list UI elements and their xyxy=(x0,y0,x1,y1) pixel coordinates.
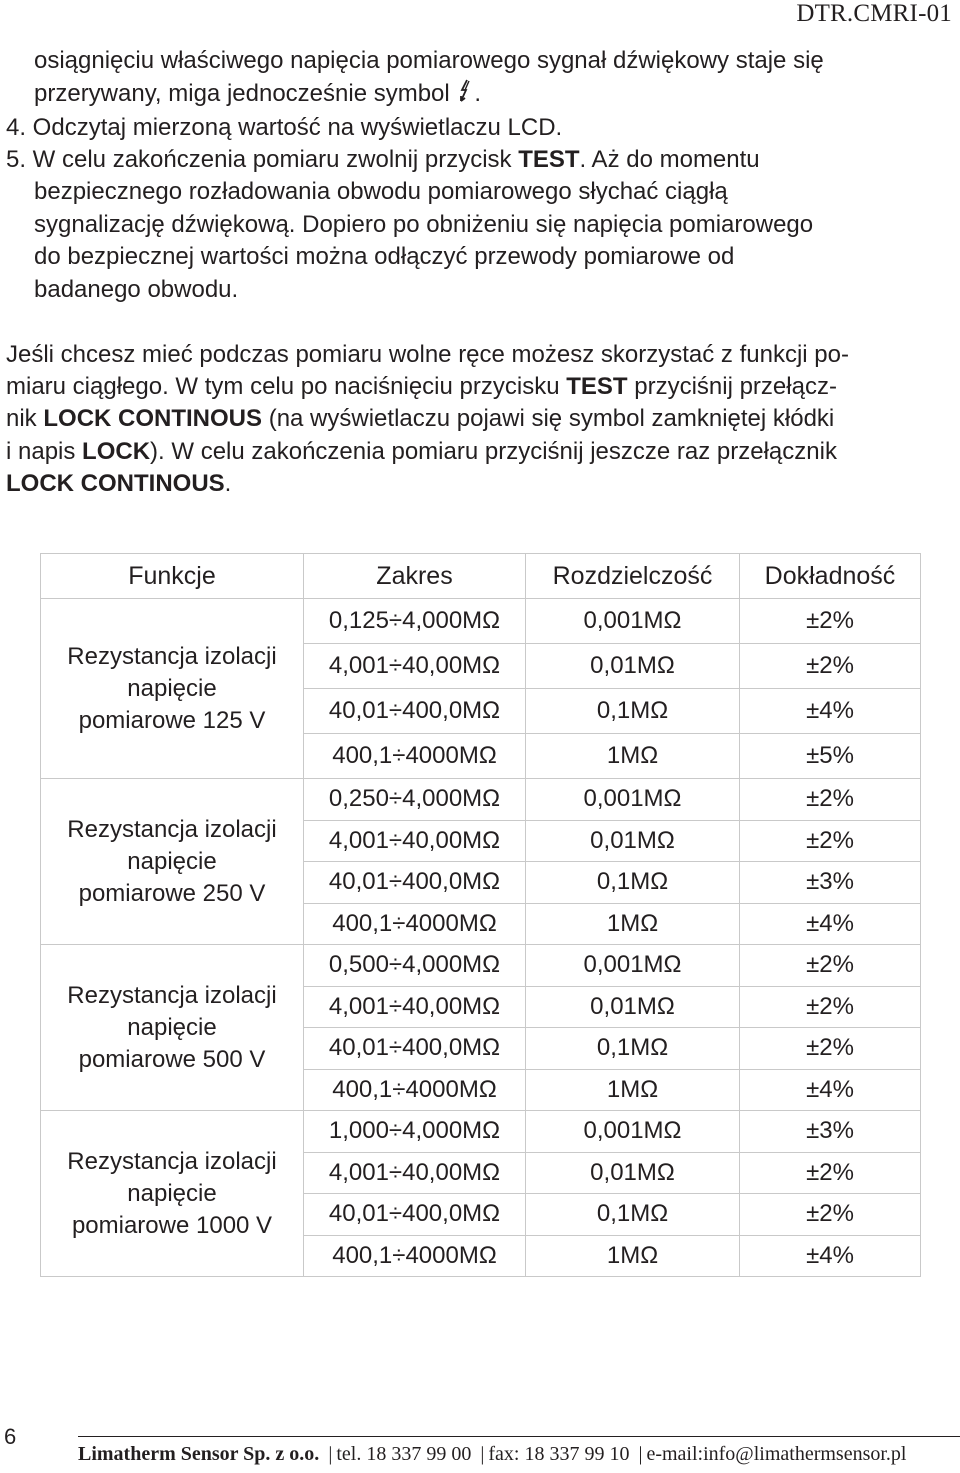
table-row xyxy=(41,779,921,821)
text-line xyxy=(34,45,824,77)
lock-label: LOCK xyxy=(82,438,151,465)
range-cell: 0,125÷4,000MΩ xyxy=(304,599,526,644)
text-run: ). W celu zakończenia pomiaru przyciśnij jeszcze raz przełącznik xyxy=(150,438,837,465)
range-cell: 400,1÷4000MΩ xyxy=(304,903,526,945)
lightning-voltage-icon xyxy=(458,79,474,103)
resolution-cell: 0,001MΩ xyxy=(526,1111,740,1153)
function-text: pomiarowe 250 V xyxy=(78,879,266,907)
accuracy-cell: ±4% xyxy=(740,1069,921,1111)
footer-separator: | xyxy=(328,1443,333,1465)
function-cell xyxy=(41,1111,304,1277)
text-line xyxy=(34,176,728,208)
function-text: napięcie xyxy=(127,674,217,702)
text-run: badanego obwodu. xyxy=(34,276,239,303)
function-cell xyxy=(41,779,304,945)
column-header-dokladnosc: Dokładność xyxy=(740,554,921,599)
text-run: . xyxy=(224,470,232,497)
list-item xyxy=(6,112,562,144)
text-run: Jeśli chcesz mieć podczas pomiaru wolne ręce możesz skorzystać z funkcji po- xyxy=(6,341,849,368)
lock-switch-label: LOCK CONTINOUS xyxy=(6,470,225,497)
range-cell: 4,001÷40,00MΩ xyxy=(304,820,526,862)
accuracy-cell: ±4% xyxy=(740,689,921,734)
text-line xyxy=(34,209,813,241)
resolution-cell: 0,01MΩ xyxy=(526,1152,740,1194)
text-line xyxy=(34,78,481,110)
column-header-zakres: Zakres xyxy=(304,554,526,599)
paragraph-line xyxy=(6,468,231,500)
function-text: Rezystancja izolacji xyxy=(67,1147,277,1175)
accuracy-cell: ±4% xyxy=(740,903,921,945)
range-cell: 40,01÷400,0MΩ xyxy=(304,862,526,904)
range-cell: 400,1÷4000MΩ xyxy=(304,1069,526,1111)
text-run: sygnalizację dźwiękową. Dopiero po obniżeniu się napięcia pomiarowego xyxy=(34,211,814,238)
text-run: osiągnięciu właściwego napięcia pomiarowego sygnał dźwiękowy staje się xyxy=(34,47,824,74)
paragraph-line xyxy=(6,403,834,435)
footer-tel: tel. 18 337 99 00 xyxy=(336,1443,472,1465)
footer-company: Limatherm Sensor Sp. z o.o. xyxy=(78,1443,320,1465)
resolution-cell: 0,001MΩ xyxy=(526,599,740,644)
text-run: . xyxy=(474,80,482,107)
text-run: i napis xyxy=(6,438,83,465)
table-row xyxy=(41,599,921,644)
footer xyxy=(78,1443,906,1466)
accuracy-cell: ±2% xyxy=(740,820,921,862)
table-row xyxy=(41,1111,921,1153)
resolution-cell: 0,1MΩ xyxy=(526,1028,740,1070)
paragraph-line xyxy=(6,339,849,371)
resolution-cell: 0,01MΩ xyxy=(526,820,740,862)
footer-separator: | xyxy=(480,1443,485,1465)
text-run: 4. Odczytaj mierzoną wartość na wyświetlaczu LCD. xyxy=(6,114,563,141)
paragraph-line xyxy=(6,371,837,403)
specification-table xyxy=(40,553,921,1277)
text-run: (na wyświetlaczu pojawi się symbol zamkniętej kłódki xyxy=(262,405,835,432)
accuracy-cell: ±2% xyxy=(740,1028,921,1070)
page-number: 6 xyxy=(4,1424,17,1449)
text-run: do bezpiecznej wartości można odłączyć przewody pomiarowe od xyxy=(34,243,735,270)
footer-divider xyxy=(78,1436,960,1437)
function-text: Rezystancja izolacji xyxy=(67,981,277,1009)
range-cell: 4,001÷40,00MΩ xyxy=(304,986,526,1028)
accuracy-cell: ±3% xyxy=(740,1111,921,1153)
range-cell: 40,01÷400,0MΩ xyxy=(304,689,526,734)
range-cell: 400,1÷4000MΩ xyxy=(304,734,526,779)
resolution-cell: 1MΩ xyxy=(526,1069,740,1111)
range-cell: 4,001÷40,00MΩ xyxy=(304,1152,526,1194)
table-row xyxy=(41,945,921,987)
function-text: pomiarowe 500 V xyxy=(78,1045,266,1073)
document-code: DTR.CMRI-01 xyxy=(796,0,952,27)
function-text: pomiarowe 125 V xyxy=(78,706,266,734)
footer-separator: | xyxy=(638,1443,643,1465)
paragraph-line xyxy=(6,436,837,468)
lock-switch-label: LOCK CONTINOUS xyxy=(43,405,263,432)
resolution-cell: 0,1MΩ xyxy=(526,689,740,734)
column-header-funkcje: Funkcje xyxy=(41,554,304,599)
accuracy-cell: ±2% xyxy=(740,644,921,689)
text-run: nik xyxy=(6,405,44,432)
function-cell xyxy=(41,945,304,1111)
accuracy-cell: ±2% xyxy=(740,599,921,644)
range-cell: 40,01÷400,0MΩ xyxy=(304,1028,526,1070)
resolution-cell: 0,001MΩ xyxy=(526,779,740,821)
range-cell: 1,000÷4,000MΩ xyxy=(304,1111,526,1153)
accuracy-cell: ±2% xyxy=(740,945,921,987)
list-item xyxy=(6,144,760,176)
accuracy-cell: ±3% xyxy=(740,862,921,904)
resolution-cell: 1MΩ xyxy=(526,903,740,945)
table-header-row xyxy=(41,554,921,599)
accuracy-cell: ±2% xyxy=(740,1152,921,1194)
text-run: przyciśnij przełącz- xyxy=(627,373,837,400)
function-text: Rezystancja izolacji xyxy=(67,815,277,843)
resolution-cell: 0,01MΩ xyxy=(526,644,740,689)
function-cell xyxy=(41,599,304,779)
text-line xyxy=(34,274,238,306)
range-cell: 0,250÷4,000MΩ xyxy=(304,779,526,821)
text-run: 5. W celu zakończenia pomiaru zwolnij przycisk xyxy=(6,146,519,173)
resolution-cell: 1MΩ xyxy=(526,1235,740,1277)
function-text: napięcie xyxy=(127,1013,217,1041)
footer-fax: fax: 18 337 99 10 xyxy=(488,1443,630,1465)
text-line xyxy=(34,241,734,273)
text-run: miaru ciągłego. W tym celu po naciśnięciu przycisku xyxy=(6,373,567,400)
text-run: przerywany, miga jednocześnie symbol xyxy=(34,80,450,107)
text-run: . Aż do momentu xyxy=(579,146,760,173)
accuracy-cell: ±2% xyxy=(740,1194,921,1236)
resolution-cell: 0,1MΩ xyxy=(526,1194,740,1236)
accuracy-cell: ±2% xyxy=(740,779,921,821)
accuracy-cell: ±2% xyxy=(740,986,921,1028)
function-text: napięcie xyxy=(127,847,217,875)
resolution-cell: 0,1MΩ xyxy=(526,862,740,904)
function-text: napięcie xyxy=(127,1179,217,1207)
column-header-rozdzielczosc: Rozdzielczość xyxy=(526,554,740,599)
footer-email: e-mail:info@limathermsensor.pl xyxy=(646,1443,907,1465)
resolution-cell: 1MΩ xyxy=(526,734,740,779)
resolution-cell: 0,01MΩ xyxy=(526,986,740,1028)
accuracy-cell: ±4% xyxy=(740,1235,921,1277)
text-run: bezpiecznego rozładowania obwodu pomiarowego słychać ciągłą xyxy=(34,178,728,205)
test-button-label: TEST xyxy=(566,373,628,400)
resolution-cell: 0,001MΩ xyxy=(526,945,740,987)
range-cell: 400,1÷4000MΩ xyxy=(304,1235,526,1277)
accuracy-cell: ±5% xyxy=(740,734,921,779)
range-cell: 40,01÷400,0MΩ xyxy=(304,1194,526,1236)
function-text: Rezystancja izolacji xyxy=(67,642,277,670)
range-cell: 0,500÷4,000MΩ xyxy=(304,945,526,987)
function-text: pomiarowe 1000 V xyxy=(71,1211,273,1239)
range-cell: 4,001÷40,00MΩ xyxy=(304,644,526,689)
test-button-label: TEST xyxy=(518,146,580,173)
